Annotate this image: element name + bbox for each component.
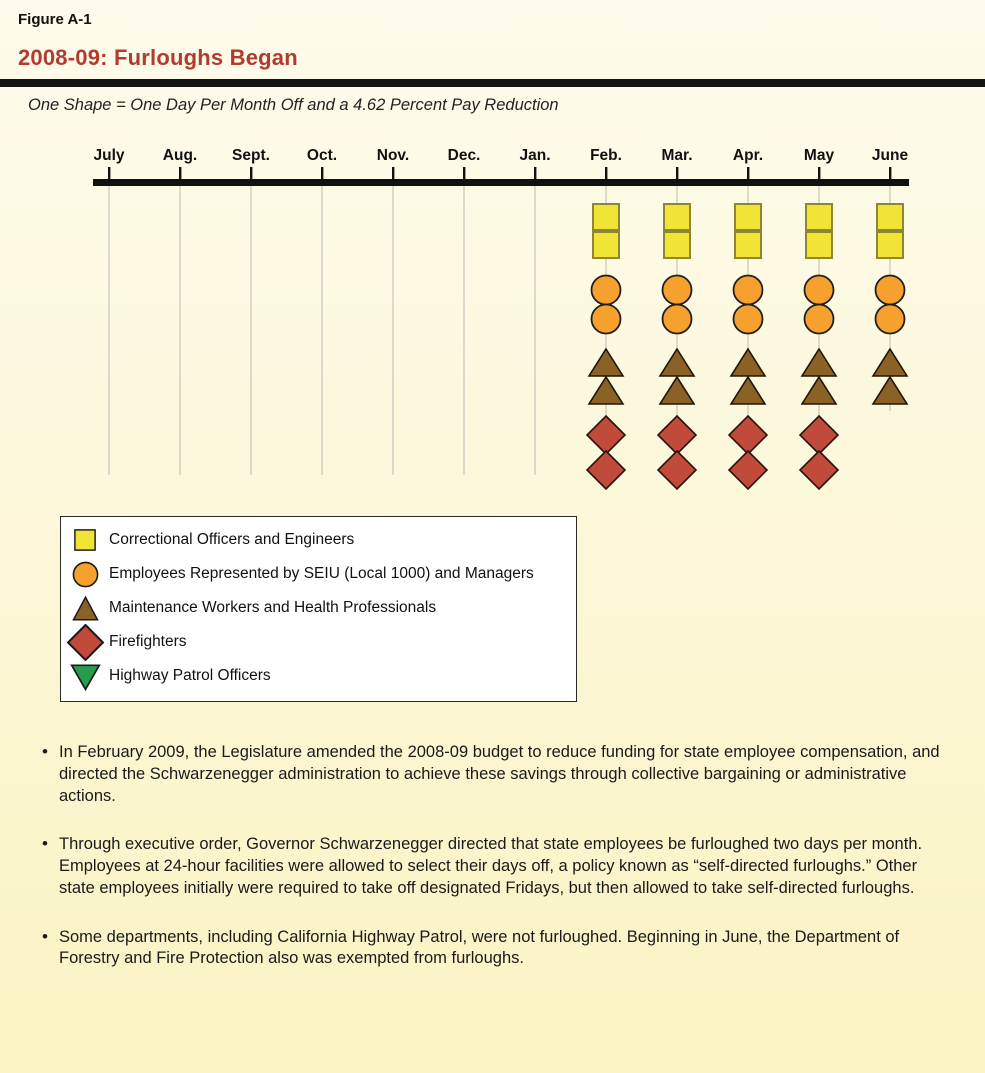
- figure-notes: [42, 742, 952, 997]
- triangle-marker: [802, 349, 836, 376]
- square-marker: [877, 204, 903, 230]
- orange-circle-icon: [61, 560, 109, 589]
- triangle-marker: [731, 377, 765, 404]
- triangle-marker: [731, 349, 765, 376]
- note-bullet-1: [42, 742, 952, 807]
- diamond-marker: [729, 451, 767, 489]
- red-diamond-icon: [61, 624, 109, 661]
- axis-tick: [889, 167, 891, 181]
- square-marker: [806, 232, 832, 258]
- legend-label: Maintenance Workers and Health Professionals: [109, 599, 437, 616]
- diamond-marker: [587, 416, 625, 454]
- square-marker: [593, 204, 619, 230]
- diamond-marker: [800, 416, 838, 454]
- legend-label: Employees Represented by SEIU (Local 1000) and Managers: [109, 565, 534, 582]
- square-marker: [664, 204, 690, 230]
- chart-canvas: [0, 0, 985, 510]
- circle-marker: [805, 276, 834, 305]
- brown-triangle-icon: [61, 595, 109, 622]
- axis-tick: [747, 167, 749, 181]
- legend-label: Firefighters: [109, 633, 187, 650]
- figure-title: 2008-09: Furloughs Began: [18, 45, 298, 70]
- diamond-marker: [587, 451, 625, 489]
- axis-tick: [534, 167, 536, 181]
- legend-row-seiu: [61, 557, 576, 591]
- circle-marker: [805, 305, 834, 334]
- timeline-axis: [93, 179, 909, 186]
- axis-tick: [676, 167, 678, 181]
- month-label: Mar.: [661, 147, 693, 164]
- triangle-marker: [802, 377, 836, 404]
- circle-marker: [734, 305, 763, 334]
- month-label: Feb.: [590, 147, 622, 164]
- month-label: Jan.: [519, 147, 551, 164]
- month-label: Aug.: [162, 147, 198, 164]
- month-label: Oct.: [306, 147, 338, 164]
- square-glyph: [72, 527, 98, 553]
- circle-glyph: [71, 560, 100, 589]
- bullet-dot: •: [42, 742, 48, 761]
- axis-tick: [250, 167, 252, 181]
- month-label: Apr.: [732, 147, 764, 164]
- bullet-dot: •: [42, 834, 48, 854]
- triangle-marker: [873, 377, 907, 404]
- chart-legend: [60, 516, 577, 702]
- month-label: July: [93, 147, 125, 164]
- month-label: Dec.: [447, 147, 481, 164]
- legend-row-correctional: [61, 523, 576, 557]
- note-text: Some departments, including California Highway Patrol, were not furloughed. Beginning in June, the Department of Forestry and Fire Protection also was exempted from furloughs.: [59, 927, 900, 968]
- square-marker: [877, 232, 903, 258]
- legend-label: Highway Patrol Officers: [109, 667, 271, 684]
- diamond-marker: [729, 416, 767, 454]
- triangle-marker: [660, 349, 694, 376]
- triangle-glyph: [72, 595, 99, 622]
- furlough-timeline-chart: [0, 0, 985, 510]
- circle-marker: [663, 276, 692, 305]
- axis-tick: [108, 167, 110, 181]
- axis-tick: [392, 167, 394, 181]
- triangle-marker: [589, 377, 623, 404]
- legend-row-maintenance: [61, 591, 576, 625]
- note-text: In February 2009, the Legislature amended the 2008-09 budget to reduce funding for state employee compensation, and directed the Schwarzenegger administration to achieve these savings through collective bargaining or administrative actions.: [59, 743, 940, 805]
- circle-marker: [592, 276, 621, 305]
- circle-marker: [663, 305, 692, 334]
- square-marker: [735, 232, 761, 258]
- note-bullet-2: [42, 834, 952, 899]
- circle-marker: [876, 305, 905, 334]
- square-marker: [806, 204, 832, 230]
- yellow-square-icon: [61, 527, 109, 553]
- bullet-dot: •: [42, 926, 48, 946]
- triangle-marker: [873, 349, 907, 376]
- circle-marker: [734, 276, 763, 305]
- circle-marker: [876, 276, 905, 305]
- axis-tick: [321, 167, 323, 181]
- month-label: Nov.: [376, 147, 410, 164]
- square-marker: [593, 232, 619, 258]
- triangle-marker: [589, 349, 623, 376]
- axis-tick: [179, 167, 181, 181]
- axis-tick: [605, 167, 607, 181]
- legend-row-firefighters: [61, 625, 576, 659]
- diamond-marker: [658, 451, 696, 489]
- note-bullet-3: [42, 927, 952, 971]
- legend-label: Correctional Officers and Engineers: [109, 531, 355, 548]
- month-label: May: [803, 147, 835, 164]
- figure-subtitle-note: One Shape = One Day Per Month Off and a 4.62 Percent Pay Reduction: [28, 96, 559, 114]
- triangle-down-glyph: [70, 661, 101, 692]
- figure-number-label: Figure A-1: [18, 11, 92, 28]
- diamond-marker: [800, 451, 838, 489]
- month-label: June: [871, 147, 909, 164]
- diamond-glyph: [67, 624, 104, 661]
- diamond-marker: [658, 416, 696, 454]
- circle-marker: [592, 305, 621, 334]
- axis-tick: [463, 167, 465, 181]
- month-label: Sept.: [232, 147, 270, 164]
- legend-row-highway-patrol: [61, 659, 576, 693]
- triangle-marker: [660, 377, 694, 404]
- square-marker: [664, 232, 690, 258]
- axis-tick: [818, 167, 820, 181]
- green-triangle-down-icon: [61, 661, 109, 692]
- square-marker: [735, 204, 761, 230]
- note-text: Through executive order, Governor Schwarzenegger directed that state employees be furloughed two days per month. Employees at 24-hour facilities were allowed to select their days off, a policy known as “self-directed furloughs.” Other state employees initially were required to take off designated Fridays, but then allowed to take self-directed furloughs.: [59, 835, 923, 897]
